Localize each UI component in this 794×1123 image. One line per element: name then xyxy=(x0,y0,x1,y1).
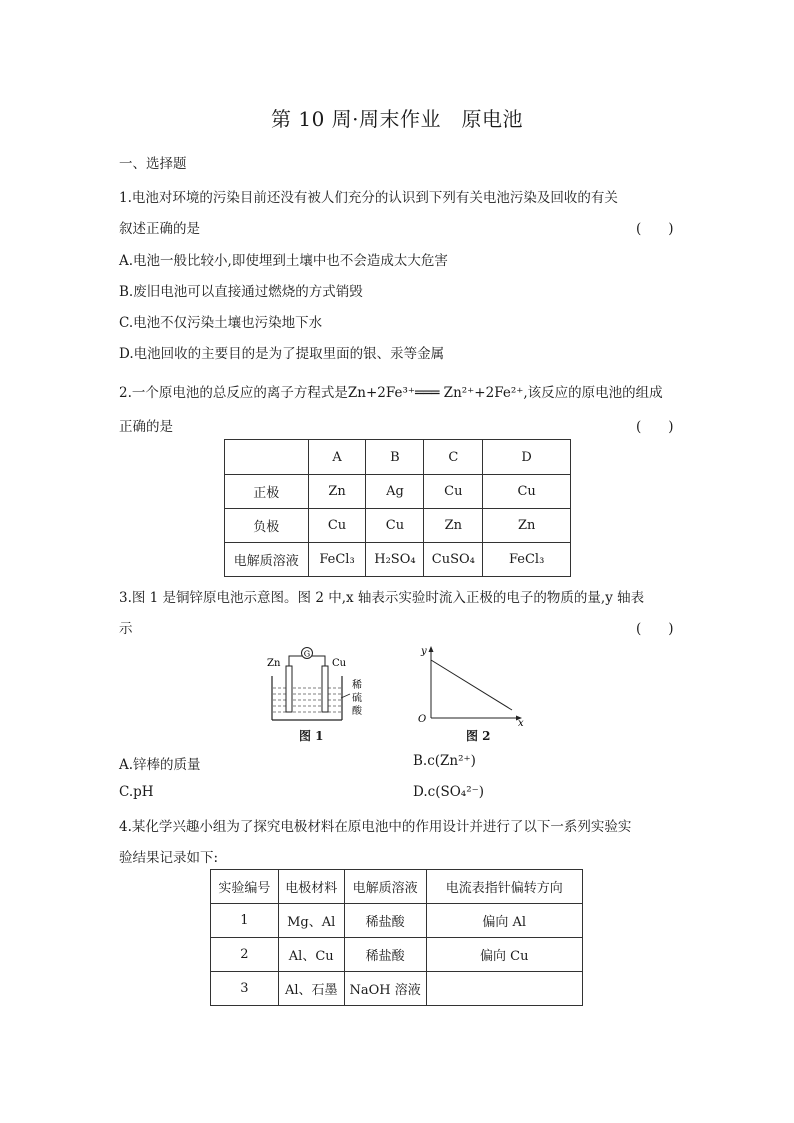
acid-solution xyxy=(273,688,341,712)
acid-label-3: 酸 xyxy=(352,706,362,717)
q2-row-label: 正极 xyxy=(225,475,309,509)
q2-header-cell: C xyxy=(424,440,483,475)
q3-option-a: A.锌棒的质量 xyxy=(119,757,201,773)
q3-stem-line1: 3.图 1 是铜锌原电池示意图。图 2 中,x 轴表示实验时流入正极的电子的物质的量,y 轴表 xyxy=(119,590,645,606)
q1-option-b: B.废旧电池可以直接通过燃烧的方式销毁 xyxy=(119,284,363,300)
q3-option-b: B.c(Zn²⁺) xyxy=(413,753,476,769)
q2-header-cell xyxy=(225,440,309,475)
q4-cell: 偏向 Al xyxy=(426,904,583,938)
q2-cell: Zn xyxy=(483,509,571,543)
q2-header-cell: D xyxy=(483,440,571,475)
q2-cell: Cu xyxy=(366,509,424,543)
q2-cell: Zn xyxy=(308,475,366,509)
wire-right xyxy=(312,656,325,666)
q2-answer-paren: ( ) xyxy=(636,419,674,435)
q4-cell: Al、Cu xyxy=(278,938,344,972)
q2-cell: Cu xyxy=(483,475,571,509)
q2-header-cell: B xyxy=(366,440,424,475)
q2-cell: FeCl₃ xyxy=(483,543,571,577)
q2-row-label: 负极 xyxy=(225,509,309,543)
q3-option-d: D.c(SO₄²⁻) xyxy=(413,784,484,800)
zinc-electrode xyxy=(286,666,292,712)
q4-header-cell: 电极材料 xyxy=(278,870,344,904)
q4-cell xyxy=(426,972,583,1006)
q4-cell: 3 xyxy=(211,972,279,1006)
q2-cell: CuSO₄ xyxy=(424,543,483,577)
y-axis-arrow xyxy=(429,646,434,652)
q4-cell: 稀盐酸 xyxy=(344,938,426,972)
copper-electrode xyxy=(322,666,328,712)
figure1-caption: 图 1 xyxy=(299,729,324,743)
q3-option-c: C.pH xyxy=(119,784,154,800)
q2-cell: FeCl₃ xyxy=(308,543,366,577)
q4-cell: NaOH 溶液 xyxy=(344,972,426,1006)
acid-label-2: 硫 xyxy=(352,693,362,704)
q1-option-a: A.电池一般比较小,即使埋到土壤中也不会造成太大危害 xyxy=(119,253,448,269)
y-axis-label: y xyxy=(421,646,427,657)
q2-cell: Zn xyxy=(424,509,483,543)
q1-stem-line1: 1.电池对环境的污染目前还没有被人们充分的认识到下列有关电池污染及回收的有关 xyxy=(119,190,618,206)
q4-header-cell: 实验编号 xyxy=(211,870,279,904)
x-axis-label: x xyxy=(518,718,524,726)
cu-label: Cu xyxy=(332,658,347,669)
q2-cell: H₂SO₄ xyxy=(366,543,424,577)
q2-cell: Cu xyxy=(308,509,366,543)
q1-option-d: D.电池回收的主要目的是为了提取里面的银、汞等金属 xyxy=(119,346,445,362)
line-graph-figure xyxy=(414,642,530,726)
q2-stem-line2: 正确的是 xyxy=(119,419,173,435)
q2-cell: Ag xyxy=(366,475,424,509)
galvanic-cell-figure xyxy=(262,642,372,726)
q2-cell: Cu xyxy=(424,475,483,509)
q4-cell: 偏向 Cu xyxy=(426,938,583,972)
decreasing-line xyxy=(431,660,512,710)
q3-stem-line2: 示 xyxy=(119,621,133,637)
q2-row-label: 电解质溶液 xyxy=(225,543,309,577)
q4-stem-line1: 4.某化学兴趣小组为了探究电极材料在原电池中的作用设计并进行了以下一系列实验实 xyxy=(119,819,632,835)
zn-label: Zn xyxy=(267,658,281,669)
q4-results-table xyxy=(210,869,583,1006)
q4-cell: Mg、Al xyxy=(278,904,344,938)
q4-cell: 稀盐酸 xyxy=(344,904,426,938)
page-title: 第 10 周·周末作业 原电池 xyxy=(270,107,524,131)
q1-stem-line2: 叙述正确的是 xyxy=(119,221,200,237)
q2-stem-line1: 2.一个原电池的总反应的离子方程式是Zn+2Fe³⁺═══ Zn²⁺+2Fe²⁺,该反应的原电池的组成 xyxy=(119,385,663,401)
galvanometer-label: G xyxy=(303,649,311,659)
q4-cell: Al、石墨 xyxy=(278,972,344,1006)
section-heading: 一、选择题 xyxy=(119,156,187,172)
q4-cell: 1 xyxy=(211,904,279,938)
q1-option-c: C.电池不仅污染土壤也污染地下水 xyxy=(119,315,323,331)
q4-stem-line2: 验结果记录如下: xyxy=(119,850,219,866)
beaker xyxy=(272,676,342,720)
q4-header-cell: 电流表指针偏转方向 xyxy=(426,870,583,904)
q2-options-table xyxy=(224,439,571,577)
q1-answer-paren: ( ) xyxy=(636,221,674,237)
q2-header-cell: A xyxy=(308,440,366,475)
figure2-caption: 图 2 xyxy=(466,729,491,743)
q4-header-cell: 电解质溶液 xyxy=(344,870,426,904)
q4-cell: 2 xyxy=(211,938,279,972)
acid-label-1: 稀 xyxy=(352,680,362,691)
q3-answer-paren: ( ) xyxy=(636,621,674,637)
origin-label: O xyxy=(418,714,427,725)
wire-left xyxy=(289,656,302,666)
